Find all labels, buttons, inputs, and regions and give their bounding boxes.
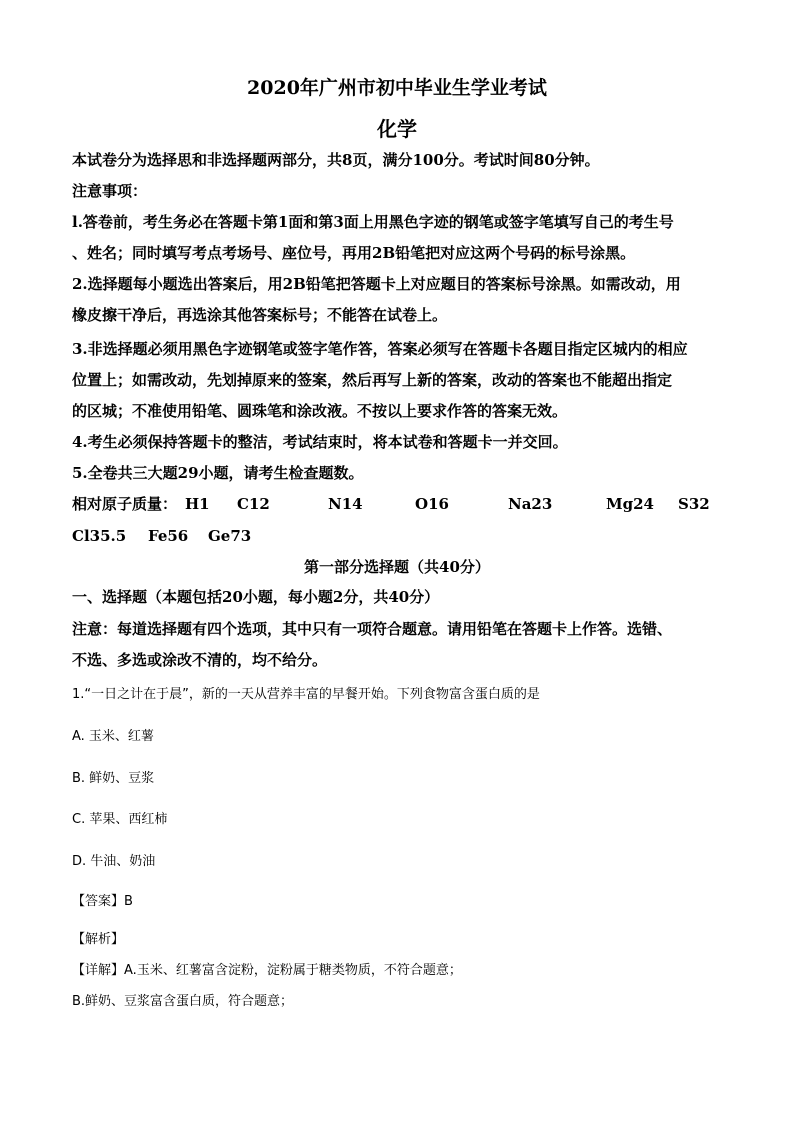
exam-title: 2020年广州市初中毕业生学业考试 [247, 77, 547, 99]
atomic-mass-item: S32 [678, 495, 710, 513]
option-c: C. 苹果、西红柿 [72, 812, 168, 827]
note-line: l.答卷前，考生务必在答题卡第1面和第3面上用黑色字迹的钢笔或签字笔填写自己的考生号 [72, 213, 674, 231]
atomic-mass-label: 相对原子质量： [72, 495, 178, 513]
notes-heading: 注意事项： [72, 182, 148, 200]
atomic-mass-item: Ge73 [208, 527, 252, 545]
part1-title: 第一部分选择题（共40分） [304, 558, 490, 576]
section-note: 注意：每道选择题有四个选项，其中只有一项符合题意。请用铅笔在答题卡上作答。选错、 [72, 620, 673, 638]
atomic-mass-item: Cl35.5 [72, 527, 127, 545]
note-line: 3.非选择题必须用黑色字迹钢笔或签字笔作答，答案必须写在答题卡各题目指定区城内的相应 [72, 340, 688, 358]
note-line: 5.全卷共三大题29小题，请考生检查题数。 [72, 464, 364, 482]
note-line: 橡皮擦干净后，再选涂其他答案标号；不能答在试卷上。 [72, 306, 448, 324]
detail-line [72, 962, 462, 980]
note-line: 2.选择题每小题选出答案后，用2B铅笔把答题卡上对应题目的答案标号涂黑。如需改动，用 [72, 275, 681, 293]
note-line: 的区城；不准使用铅笔、圆珠笔和涂改液。不按以上要求作答的答案无效。 [72, 402, 568, 420]
atomic-mass-item: C12 [237, 495, 270, 513]
answer-label: 【答案】 [72, 894, 125, 909]
analysis-label: 【解析】 [72, 932, 125, 947]
detail-text: A.玉米、红薯富含淀粉，淀粉属于糖类物质，不符合题意； [124, 963, 462, 978]
option-a: A. 玉米、红薯 [72, 729, 154, 744]
answer-value: B [124, 894, 133, 909]
answer-line [72, 893, 133, 911]
option-d: D. 牛油、奶油 [72, 854, 156, 869]
section-note: 不选、多选或涂改不清的，均不给分。 [72, 651, 328, 669]
question-stem: 1.“一日之计在于晨”，新的一天从营养丰富的早餐开始。下列食物富含蛋白质的是 [72, 687, 540, 702]
note-line: 4.考生必须保持答题卡的整洁，考试结束时，将本试卷和答题卡一并交回。 [72, 433, 568, 451]
note-line: 位置上；如需改动，先划掉原来的签案，然后再写上新的答案，改动的答案也不能超出指定 [72, 371, 673, 389]
note-line: 、姓名；同时填写考点考场号、座位号，再用2B铅笔把对应这两个号码的标号涂黑。 [72, 244, 636, 262]
detail-label: 【详解】 [72, 963, 125, 978]
subject-title: 化学 [377, 117, 417, 141]
section-heading: 一、选择题（本题包括20小题，每小题2分，共40分） [72, 588, 440, 606]
atomic-mass-item: Mg24 [606, 495, 654, 513]
option-b: B. 鲜奶、豆浆 [72, 771, 155, 786]
atomic-mass-item: Fe56 [148, 527, 189, 545]
atomic-mass-item: Na23 [508, 495, 553, 513]
atomic-mass-item: H1 [185, 495, 210, 513]
atomic-mass-item: O16 [415, 495, 449, 513]
detail-line: B.鲜奶、豆浆富含蛋白质，符合题意； [72, 994, 294, 1009]
intro-text: 本试卷分为选择思和非选择题两部分，共8页，满分100分。考试时间80分钟。 [72, 151, 600, 169]
atomic-mass-item: N14 [328, 495, 363, 513]
